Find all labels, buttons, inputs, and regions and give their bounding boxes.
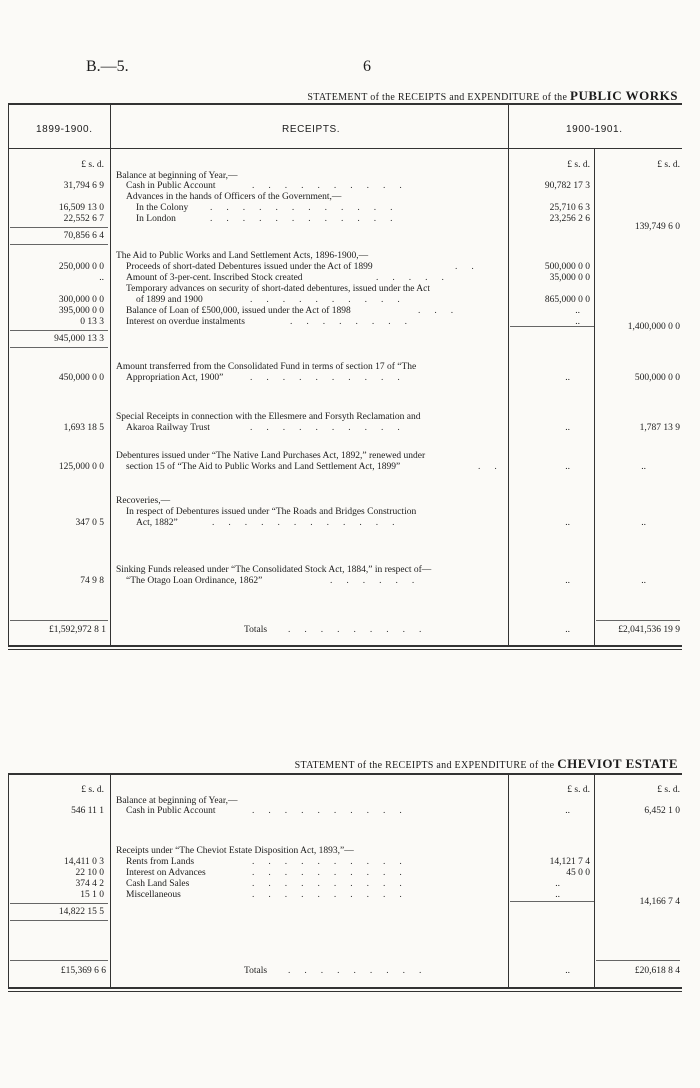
sinking-line-2: “The Otago Loan Ordinance, 1862”: [126, 576, 263, 586]
t2-total-right: 14,166 7 4: [639, 897, 680, 907]
leader-dots: .........: [288, 966, 436, 976]
consolidated-line-1: Amount transferred from the Consolidated Fund in terms of section 17 of “The: [116, 362, 417, 372]
consolidated-mid: ..: [565, 373, 570, 383]
aid-subtotal-left: 945,000 13 3: [54, 334, 104, 344]
table2-title-bold: CHEVIOT ESTATE: [557, 756, 678, 771]
special-left: 1,693 18 5: [63, 423, 104, 433]
column-header-1899: 1899-1900.: [36, 124, 93, 135]
aid-left-1: 250,000 0 0: [58, 262, 104, 272]
leader-dots: ........: [290, 317, 421, 327]
sinking-right: ..: [641, 576, 646, 586]
native-line-1: Debentures issued under “The Native Land Purchases Act, 1892,” renewed under: [116, 451, 426, 461]
table1-title-bold: PUBLIC WORKS: [570, 88, 678, 103]
document-code: B.—5.: [86, 58, 129, 75]
leader-dots: ..........: [252, 890, 416, 900]
recoveries-left: 347 0 5: [75, 518, 104, 528]
t2-left-4: 15 1 0: [80, 890, 104, 900]
t2-cash-label: Cash in Public Account: [126, 806, 216, 816]
leader-dots: ............: [210, 214, 407, 224]
cash-public-account-label: Cash in Public Account: [126, 181, 216, 191]
balance-heading: Balance at beginning of Year,—: [116, 171, 238, 181]
aid-mid-1: 500,000 0 0: [544, 262, 590, 272]
aid-mid-4: ..: [575, 306, 580, 316]
t2-totals-label: Totals: [244, 966, 268, 976]
leader-dots: .....: [376, 273, 458, 283]
in-colony-label: In the Colony: [136, 203, 189, 213]
t2-unit-right: £ s. d.: [657, 785, 680, 795]
special-line-1: Special Receipts in connection with the Ellesmere and Forsyth Reclamation and: [116, 412, 421, 422]
cash-left-value: 31,794 6 9: [63, 181, 104, 191]
special-mid: ..: [565, 423, 570, 433]
t2-totals-mid: ..: [565, 966, 570, 976]
aid-total-right: 1,400,000 0 0: [627, 322, 680, 332]
t2-mid-4: ..: [555, 890, 560, 900]
t2-totals-right: £20,618 8 4: [634, 966, 680, 976]
unit-header-right: £ s. d.: [657, 160, 680, 170]
london-left-value: 22,552 6 7: [63, 214, 104, 224]
leader-dots: ..........: [250, 295, 414, 305]
cash-mid-value: 90,782 17 3: [544, 181, 590, 191]
leader-dots: ..........: [252, 857, 416, 867]
t2-totals-left: £15,369 6 6: [60, 966, 106, 976]
t2-mid-1: 14,121 7 4: [549, 857, 590, 867]
leader-dots: ..........: [252, 181, 416, 191]
recoveries-line-2: In respect of Debentures issued under “The Roads and Bridges Construction: [126, 507, 417, 517]
sinking-mid: ..: [565, 576, 570, 586]
colony-left-value: 16,509 13 0: [58, 203, 104, 213]
aid-left-2: ..: [99, 273, 104, 283]
leader-dots: ...: [418, 306, 468, 316]
aid-mid-3: 865,000 0 0: [544, 295, 590, 305]
totals-mid: ..: [565, 625, 570, 635]
t2-misc-label: Miscellaneous: [126, 890, 181, 900]
aid-heading: The Aid to Public Works and Land Settlement Acts, 1896-1900,—: [116, 251, 369, 261]
totals-left: £1,592,972 8 1: [49, 625, 106, 635]
aid-mid-5: ..: [575, 317, 580, 327]
consolidated-right: 500,000 0 0: [634, 373, 680, 383]
t2-left-1: 14,411 0 3: [63, 857, 104, 867]
t2-unit-mid: £ s. d.: [567, 785, 590, 795]
leader-dots: ..........: [252, 868, 416, 878]
table2-title-prefix: STATEMENT of the RECEIPTS and EXPENDITURE of the: [294, 760, 555, 771]
t2-left-3: 374 4 2: [75, 879, 104, 889]
native-left: 125,000 0 0: [58, 462, 104, 472]
in-london-label: In London: [136, 214, 176, 224]
recoveries-right: ..: [641, 518, 646, 528]
consolidated-left: 450,000 0 0: [58, 373, 104, 383]
advances-label: Advances in the hands of Officers of the Government,—: [126, 192, 342, 202]
column-header-1900: 1900-1901.: [566, 124, 623, 135]
consolidated-line-2: Appropriation Act, 1900”: [126, 373, 224, 383]
leader-dots: ............: [212, 518, 409, 528]
special-line-2: Akaroa Railway Trust: [126, 423, 210, 433]
unit-header-left: £ s. d.: [81, 160, 104, 170]
leader-dots: ..........: [250, 423, 414, 433]
native-mid: ..: [565, 462, 570, 472]
t2-balance-right: 6,452 1 0: [644, 806, 680, 816]
balance-subtotal-left: 70,856 6 4: [63, 231, 104, 241]
t2-unit-left: £ s. d.: [81, 785, 104, 795]
leader-dots: ............: [210, 203, 407, 213]
t2-balance-left: 546 11 1: [71, 806, 104, 816]
recoveries-line-1: Recoveries,—: [116, 496, 171, 506]
leader-dots: ..........: [252, 806, 416, 816]
t2-receipts-heading: Receipts under “The Cheviot Estate Disposition Act, 1893,”—: [116, 846, 354, 856]
leader-dots: ..: [455, 262, 488, 272]
t2-subtotal-left: 14,822 15 5: [58, 907, 104, 917]
balance-total-right: 139,749 6 0: [634, 222, 680, 232]
t2-cash-sales-label: Cash Land Sales: [126, 879, 190, 889]
t2-interest-label: Interest on Advances: [126, 868, 206, 878]
aid-mid-2: 35,000 0 0: [549, 273, 590, 283]
column-header-receipts: RECEIPTS.: [282, 124, 341, 135]
totals-label: Totals: [244, 625, 268, 635]
recoveries-line-3: Act, 1882”: [136, 518, 178, 528]
leader-dots: ..: [478, 462, 511, 472]
recoveries-mid: ..: [565, 518, 570, 528]
special-right: 1,787 13 9: [639, 423, 680, 433]
aid-left-4: 395,000 0 0: [58, 306, 104, 316]
totals-right: £2,041,536 19 9: [618, 625, 680, 635]
aid-line-3a: Temporary advances on security of short-dated debentures, issued under the Act: [126, 284, 431, 294]
table2-title: [295, 756, 678, 772]
t2-left-2: 22 10 0: [75, 868, 104, 878]
native-right: ..: [641, 462, 646, 472]
table1-title: [307, 88, 678, 104]
london-mid-value: 23,256 2 6: [549, 214, 590, 224]
leader-dots: ..........: [252, 879, 416, 889]
aid-left-5: 0 13 3: [80, 317, 104, 327]
colony-mid-value: 25,710 6 3: [549, 203, 590, 213]
t2-mid-3: ..: [555, 879, 560, 889]
t2-mid-2: 45 0 0: [566, 868, 590, 878]
leader-dots: ..........: [250, 373, 414, 383]
leader-dots: ......: [330, 576, 429, 586]
t2-balance-heading: Balance at beginning of Year,—: [116, 796, 238, 806]
aid-line-5: Interest on overdue instalments: [126, 317, 245, 327]
leader-dots: .........: [288, 625, 436, 635]
aid-line-2: Amount of 3-per-cent. Inscribed Stock created: [126, 273, 303, 283]
sinking-left: 74 9 8: [80, 576, 104, 586]
page-number: 6: [363, 58, 371, 75]
t2-balance-mid: ..: [565, 806, 570, 816]
aid-line-3b: of 1899 and 1900: [136, 295, 203, 305]
sinking-line-1: Sinking Funds released under “The Consolidated Stock Act, 1884,” in respect of—: [116, 565, 432, 575]
unit-header-mid: £ s. d.: [567, 160, 590, 170]
table1-title-prefix: STATEMENT of the RECEIPTS and EXPENDITURE of the: [307, 92, 568, 103]
native-line-2: section 15 of “The Aid to Public Works and Land Settlement Act, 1899”: [126, 462, 401, 472]
aid-line-1: Proceeds of short-dated Debentures issued under the Act of 1899: [126, 262, 373, 272]
aid-left-3: 300,000 0 0: [58, 295, 104, 305]
aid-line-4: Balance of Loan of £500,000, issued under the Act of 1898: [126, 306, 351, 316]
t2-rents-label: Rents from Lands: [126, 857, 195, 867]
